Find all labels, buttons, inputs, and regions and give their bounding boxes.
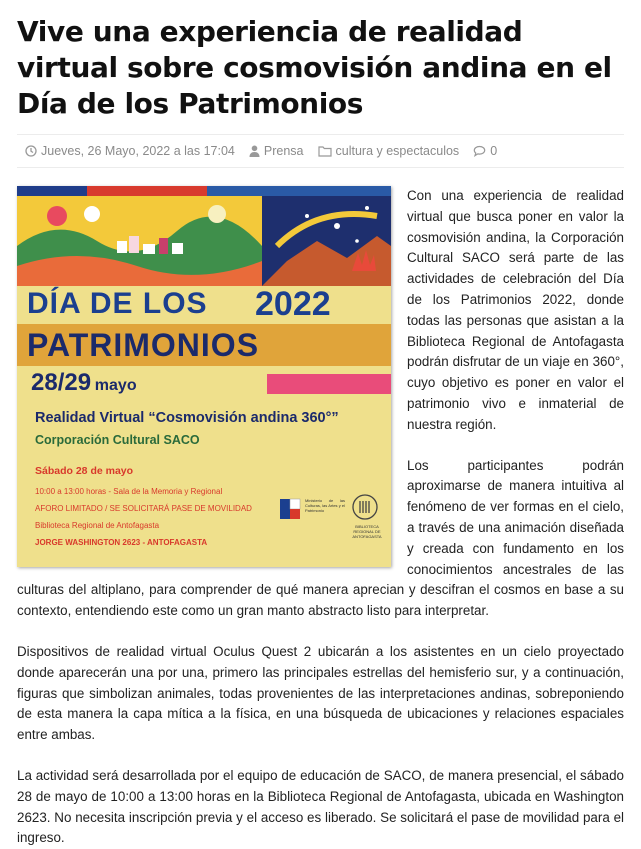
ministry-logo bbox=[279, 498, 301, 520]
poster-headline-1: DÍA DE LOS bbox=[27, 287, 208, 320]
article-paragraph: Los participantes podrán aproximarse de manera intuitiva al fenómeno de ver formas en el cielo, a través de una animación diseñada y creada con fundamento en los conocimientos ancestrales de las culturas del altiplano, para comprender de qué manera aprecian y descifran el cosmos en base a su contexto, entendiendo este como un gran manto abstracto listo para interpretar. bbox=[17, 457, 624, 619]
meta-date bbox=[25, 144, 235, 158]
article-meta bbox=[17, 134, 624, 168]
meta-author-text: Prensa bbox=[263, 144, 304, 158]
poster-organizer: Corporación Cultural SACO bbox=[35, 433, 200, 447]
ministry-logo-caption: Ministerio de las Culturas, las Artes y el Patrimonio bbox=[305, 498, 345, 513]
meta-category[interactable] bbox=[318, 144, 460, 158]
poster-illustration bbox=[17, 186, 391, 286]
article-paragraph: La actividad será desarrollada por el equipo de educación de SACO, de manera presencial, el sábado 28 de mayo de 10:00 a 13:00 horas en la Biblioteca Regional de Antofagasta, ubicada en Washington 2623. No necesita inscripción previa y el acceso es liberado. Se solicitará el pase de movilidad para el ingreso. bbox=[17, 767, 624, 846]
folder-icon bbox=[318, 145, 332, 157]
user-icon bbox=[249, 145, 260, 157]
poster-year: 2022 bbox=[255, 285, 331, 323]
comment-icon bbox=[473, 145, 486, 157]
poster-hours: 10:00 a 13:00 horas - Sala de la Memoria y Regional bbox=[35, 487, 223, 496]
meta-date-text: Jueves, 26 Mayo, 2022 a las 17:04 bbox=[41, 144, 235, 158]
article-title: Vive una experiencia de realidad virtual sobre cosmovisión andina en el Día de los Patrimonios bbox=[17, 15, 612, 120]
poster-dates bbox=[31, 368, 137, 401]
poster-venue: Biblioteca Regional de Antofagasta bbox=[35, 521, 160, 530]
poster-event-title: Realidad Virtual “Cosmovisión andina 360°” bbox=[35, 410, 339, 426]
library-logo bbox=[352, 494, 378, 520]
event-poster bbox=[17, 186, 391, 567]
article-paragraph: Con una experiencia de realidad virtual que busca poner en valor la cosmovisión andina, la Corporación Cultural SACO será parte de las actividades de celebración del Día de los Patrimonios 2022, donde todas las personas que asistan a la Biblioteca Regional de Antofagasta podrán disfrutar de un viaje en 360°, cuyo objetivo es poner en valor el patrimonio vivo e inmaterial de nuestra región. bbox=[407, 188, 624, 432]
library-logo-caption: BIBLIOTECA REGIONAL DE ANTOFAGASTA bbox=[352, 524, 382, 539]
poster-day: Sábado 28 de mayo bbox=[35, 465, 134, 477]
poster-accent-band bbox=[267, 374, 391, 394]
poster-address: JORGE WASHINGTON 2623 - ANTOFAGASTA bbox=[35, 538, 208, 547]
meta-comments-count: 0 bbox=[490, 144, 498, 158]
poster-headline-2: PATRIMONIOS bbox=[27, 327, 260, 363]
article-paragraph: Dispositivos de realidad virtual Oculus Quest 2 ubicarán a los asistentes en un cielo proyectado donde aparecerán una por una, primero las principales estrellas del hemisferio sur, y a continuación, figuras que simbolizan animales, todas provenientes de las interpretaciones andinas, sobreponiendo de esta manera la capa mítica a la física, en una búsqueda de ubicaciones y relaciones espaciales entre ambas. bbox=[17, 643, 624, 743]
meta-author[interactable] bbox=[249, 144, 304, 158]
article-body bbox=[17, 186, 624, 849]
clock-icon bbox=[25, 145, 37, 157]
meta-category-text: cultura y espectaculos bbox=[335, 144, 460, 158]
poster-month: mayo bbox=[94, 377, 137, 394]
poster-dates-number: 28/29 bbox=[31, 369, 92, 396]
poster-notice: AFORO LIMITADO / SE SOLICITARÁ PASE DE MOVILIDAD bbox=[35, 504, 252, 513]
meta-comments[interactable] bbox=[473, 144, 497, 158]
